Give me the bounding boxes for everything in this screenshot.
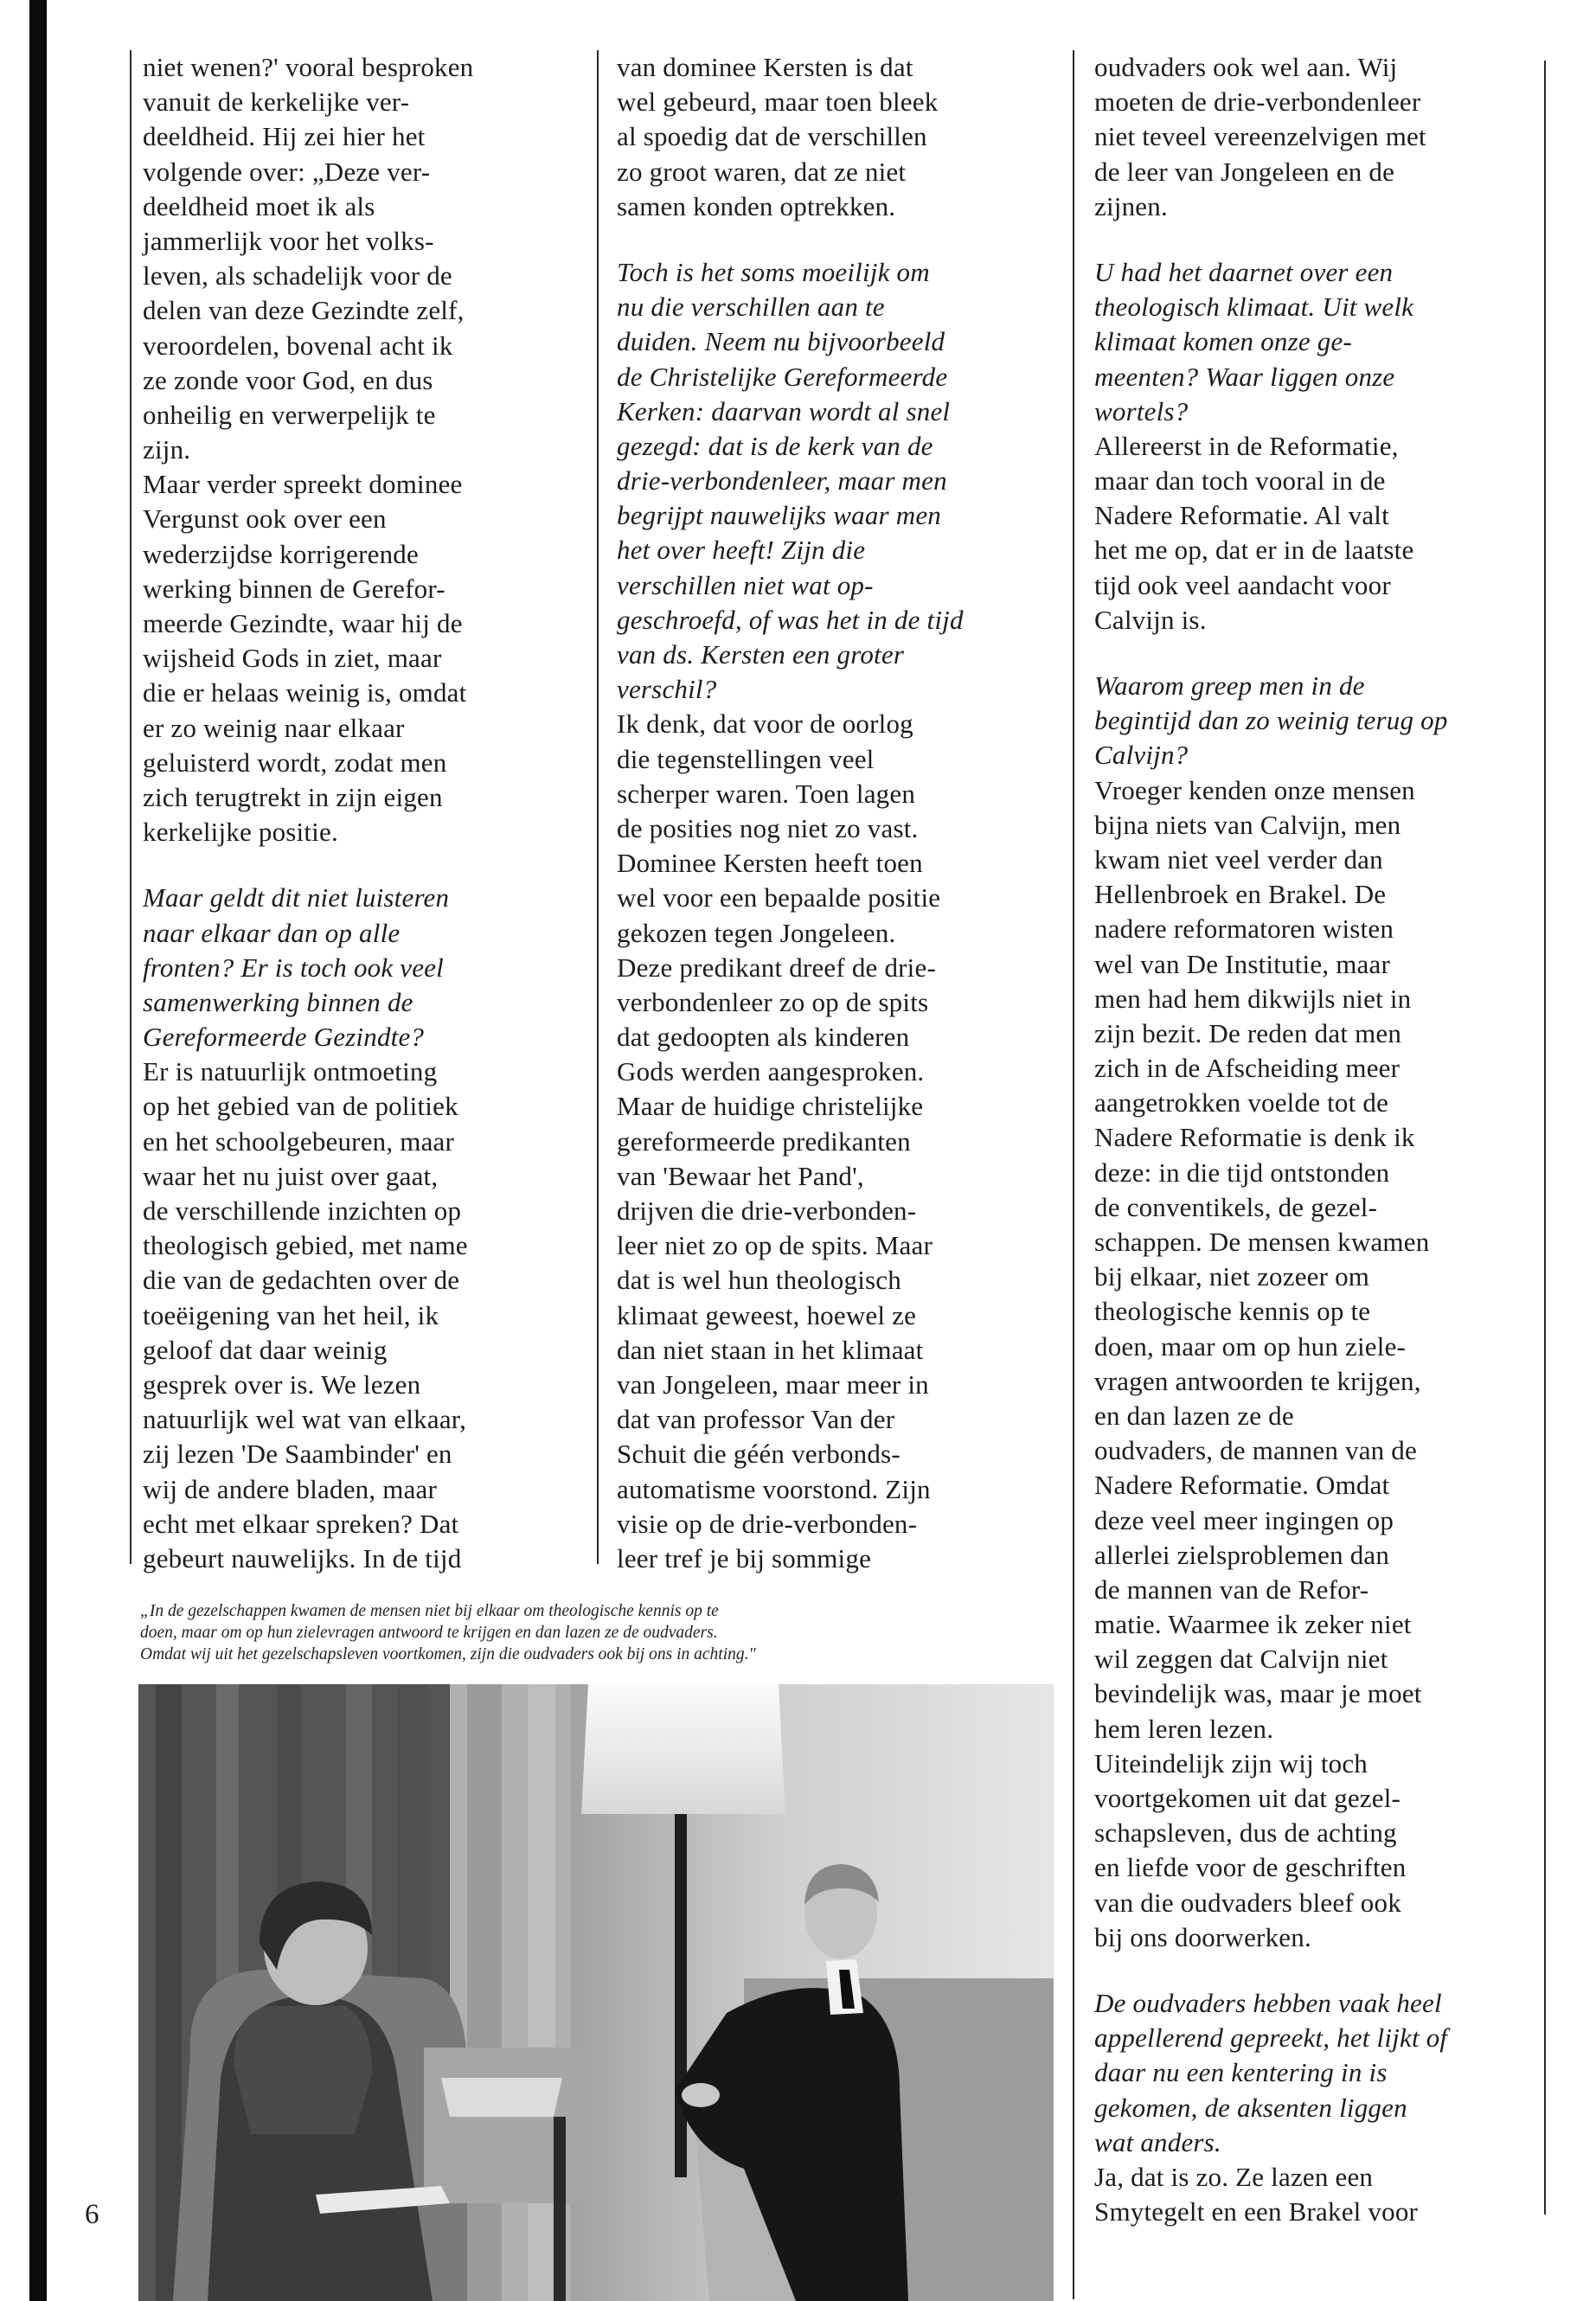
answer-line: wij de andere bladen, maar: [143, 1473, 438, 1504]
answer-line: deze: in die tijd ontstonden: [1094, 1157, 1390, 1188]
question-line: gekomen, de aksenten liggen: [1094, 2092, 1407, 2123]
answer-line: matie. Waarmee ik zeker niet: [1094, 1609, 1412, 1640]
answer-line: van dominee Kersten is dat: [617, 52, 913, 82]
answer-line: Allereerst in de Reformatie,: [1094, 430, 1399, 461]
answer-line: bij ons doorwerken.: [1094, 1921, 1311, 1952]
answer-line: wil zeggen dat Calvijn niet: [1094, 1644, 1388, 1675]
question-line: nu die verschillen aan te: [617, 292, 885, 323]
answer-line: Ik denk, dat voor de oorlog: [617, 708, 913, 740]
question-line: daar nu een kentering in is: [1094, 2057, 1388, 2088]
question-line: van ds. Kersten een groter: [617, 639, 905, 670]
answer-line: geluisterd wordt, zodat men: [143, 747, 447, 778]
answer-line: voortgekomen uit dat gezel-: [1094, 1783, 1401, 1813]
answer-line: Vergunst ook over een: [143, 503, 387, 535]
answer-line: vragen antwoorden te krijgen,: [1094, 1365, 1421, 1396]
photo-caption: [140, 1600, 1048, 1665]
answer-line: zich in de Afscheiding meer: [1094, 1053, 1401, 1084]
question-line: naar elkaar dan op alle: [143, 917, 401, 948]
answer-line: de conventikels, de gezel-: [1094, 1191, 1378, 1222]
answer-line: automatisme voorstond. Zijn: [617, 1473, 931, 1504]
answer-line: Gods werden aangesproken.: [617, 1056, 925, 1087]
answer-line: Vroeger kenden onze mensen: [1094, 774, 1415, 805]
answer-line: jammerlijk voor het volks-: [143, 225, 434, 256]
answer-line: wel gebeurd, maar toen bleek: [617, 87, 939, 118]
answer-line: schapsleven, dus de achting: [1094, 1817, 1397, 1849]
answer-line: gekozen tegen Jongeleen.: [617, 917, 896, 948]
question-line: het over heeft! Zijn die: [617, 535, 866, 566]
question-line: Maar geldt dit niet luisteren: [143, 882, 450, 913]
answer-line: leven, als schadelijk voor de: [143, 260, 452, 292]
answer-line: scherper waren. Toen lagen: [617, 778, 916, 809]
answer-line: bevindelijk was, maar je moet: [1094, 1678, 1422, 1709]
text-column-1: [143, 50, 588, 1576]
question-line: samenwerking binnen de: [143, 986, 413, 1017]
answer-line: Nadere Reformatie. Al valt: [1094, 500, 1389, 531]
answer-line: men had hem dikwijls niet in: [1094, 983, 1412, 1014]
answer-line: oudvaders ook wel aan. Wij: [1094, 52, 1398, 82]
paragraph-gap: [1094, 1955, 1540, 1986]
answer-line: kerkelijke positie.: [143, 817, 338, 848]
answer-line: Ja, dat is zo. Ze lazen een: [1094, 2161, 1374, 2192]
question-line: verschil?: [617, 674, 717, 705]
answer-line: geloof dat daar weinig: [143, 1334, 388, 1365]
answer-line: dat van professor Van der: [617, 1404, 895, 1435]
question-line: theologisch klimaat. Uit welk: [1094, 292, 1414, 323]
paragraph-gap: [143, 849, 588, 881]
answer-line: deeldheid. Hij zei hier het: [143, 121, 426, 152]
column-rule-1: [130, 50, 131, 1564]
answer-line: die tegenstellingen veel: [617, 743, 875, 774]
answer-line: Er is natuurlijk ontmoeting: [143, 1056, 438, 1087]
answer-line: wel van De Institutie, maar: [1094, 948, 1390, 979]
question-line: Gereformeerde Gezindte?: [143, 1022, 425, 1053]
answer-line: leer tref je bij sommige: [617, 1542, 872, 1574]
answer-line: Hellenbroek en Brakel. De: [1094, 879, 1387, 910]
answer-line: vanuit de kerkelijke ver-: [143, 87, 410, 118]
answer-line: Nadere Reformatie is denk ik: [1094, 1122, 1415, 1153]
question-line: drie-verbondenleer, maar men: [617, 465, 947, 497]
answer-line: dat gedoopten als kinderen: [617, 1022, 910, 1053]
answer-line: Maar de huidige christelijke: [617, 1091, 924, 1122]
question-line: begrijpt nauwelijks waar men: [617, 500, 941, 531]
answer-line: oudvaders, de mannen van de: [1094, 1435, 1417, 1466]
answer-line: zo groot waren, dat ze niet: [617, 156, 907, 187]
answer-line: visie op de drie-verbonden-: [617, 1508, 918, 1539]
question-line: De oudvaders hebben vaak heel: [1094, 1987, 1442, 2018]
answer-line: de posities nog niet zo vast.: [617, 812, 919, 843]
answer-line: al spoedig dat de verschillen: [617, 121, 927, 152]
answer-line: het me op, dat er in de laatste: [1094, 535, 1414, 566]
answer-line: van Jongeleen, maar meer in: [617, 1368, 929, 1400]
answer-line: echt met elkaar spreken? Dat: [143, 1508, 459, 1539]
answer-line: Dominee Kersten heeft toen: [617, 848, 923, 879]
answer-line: zijn bezit. De reden dat men: [1094, 1017, 1402, 1048]
answer-line: delen van deze Gezindte zelf,: [143, 295, 465, 326]
answer-line: werking binnen de Gerefor-: [143, 573, 445, 604]
question-line: duiden. Neem nu bijvoorbeeld: [617, 326, 945, 357]
answer-line: Nadere Reformatie. Omdat: [1094, 1470, 1390, 1501]
question-line: geschroefd, of was het in de tijd: [617, 604, 964, 635]
question-line: U had het daarnet over een: [1094, 256, 1394, 287]
answer-line: kwam niet veel verder dan: [1094, 843, 1383, 875]
answer-line: en het schoolgebeuren, maar: [143, 1125, 455, 1157]
answer-line: bij elkaar, niet zozeer om: [1094, 1261, 1370, 1292]
answer-line: de verschillende inzichten op: [143, 1195, 462, 1226]
text-column-2: [617, 50, 1062, 1576]
answer-line: hem leren lezen.: [1094, 1713, 1274, 1744]
paragraph-gap: [1094, 638, 1540, 669]
answer-line: deeldheid moet ik als: [143, 190, 375, 221]
question-line: gezegd: dat is de kerk van de: [617, 430, 933, 461]
answer-line: leer niet zo op de spits. Maar: [617, 1230, 933, 1261]
question-line: wat anders.: [1094, 2126, 1221, 2157]
answer-line: toeëigening van het heil, ik: [143, 1299, 439, 1330]
answer-line: wel voor een bepaalde positie: [617, 882, 941, 913]
answer-line: gesprek over is. We lezen: [143, 1368, 421, 1400]
answer-line: waar het nu juist over gaat,: [143, 1160, 439, 1191]
page-number: 6: [85, 2199, 99, 2230]
answer-line: allerlei zielsproblemen dan: [1094, 1539, 1390, 1570]
question-line: fronten? Er is toch ook veel: [143, 952, 444, 983]
answer-line: gebeurt nauwelijks. In de tijd: [143, 1542, 462, 1574]
answer-line: Uiteindelijk zijn wij toch: [1094, 1747, 1368, 1779]
answer-line: nadere reformatoren wisten: [1094, 913, 1394, 945]
answer-line: verbondenleer zo op de spits: [617, 986, 929, 1017]
question-line: Toch is het soms moeilijk om: [617, 256, 930, 287]
answer-line: meerde Gezindte, waar hij de: [143, 608, 463, 638]
answer-line: van die oudvaders bleef ook: [1094, 1887, 1401, 1918]
answer-line: onheilig en verwerpelijk te: [143, 399, 436, 430]
answer-line: en liefde voor de geschriften: [1094, 1852, 1407, 1883]
answer-line: die er helaas weinig is, omdat: [143, 677, 467, 708]
answer-line: zij lezen 'De Saambinder' en: [143, 1439, 452, 1470]
answer-line: de mannen van de Refor-: [1094, 1574, 1369, 1605]
answer-line: er zo weinig naar elkaar: [143, 712, 405, 743]
answer-line: natuurlijk wel wat van elkaar,: [143, 1404, 467, 1435]
answer-line: wederzijdse korrigerende: [143, 538, 419, 569]
answer-line: Deze predikant dreef de drie-: [617, 952, 936, 983]
caption-line: „In de gezelschappen kwamen de mensen niet bij elkaar om theologische kennis op te: [140, 1602, 719, 1620]
column-rule-4: [1544, 61, 1546, 2214]
question-line: wortels?: [1094, 395, 1189, 426]
question-line: begintijd dan zo weinig terug op: [1094, 705, 1448, 736]
question-line: Calvijn?: [1094, 740, 1189, 771]
answer-line: veroordelen, bovenal acht ik: [143, 330, 453, 361]
answer-line: dan niet staan in het klimaat: [617, 1334, 924, 1365]
answer-line: dat is wel hun theologisch: [617, 1265, 901, 1296]
caption-line: doen, maar om op hun zielevragen antwoord te krijgen en dan lazen ze de oudvaders.: [140, 1624, 718, 1642]
question-line: appellerend gepreekt, het lijkt of: [1094, 2022, 1448, 2054]
answer-line: volgende over: „Deze ver-: [143, 156, 431, 187]
question-line: Kerken: daarvan wordt al snel: [617, 395, 951, 426]
answer-line: deze veel meer ingingen op: [1094, 1504, 1394, 1535]
answer-line: wijsheid Gods in ziet, maar: [143, 643, 442, 674]
answer-line: zijnen.: [1094, 190, 1168, 221]
answer-line: en dan lazen ze de: [1094, 1400, 1294, 1431]
answer-line: bijna niets van Calvijn, men: [1094, 809, 1401, 840]
answer-line: zich terugtrekt in zijn eigen: [143, 781, 443, 812]
question-line: meenten? Waar liggen onze: [1094, 361, 1395, 392]
text-column-3: [1094, 50, 1540, 2229]
question-line: de Christelijke Gereformeerde: [617, 361, 948, 392]
answer-line: Schuit die géén verbonds-: [617, 1439, 901, 1470]
question-line: klimaat komen onze ge-: [1094, 326, 1352, 357]
answer-line: van 'Bewaar het Pand',: [617, 1160, 864, 1191]
page-edge-bar: [29, 0, 47, 2301]
answer-line: aangetrokken voelde tot de: [1094, 1087, 1389, 1118]
answer-line: ze zonde voor God, en dus: [143, 364, 433, 395]
paragraph-gap: [617, 224, 1062, 255]
answer-line: maar dan toch vooral in de: [1094, 465, 1386, 497]
answer-line: de leer van Jongeleen en de: [1094, 156, 1395, 187]
caption-line: Omdat wij uit het gezelschapsleven voortkomen, zijn die oudvaders ook bij ons in achting.": [140, 1645, 756, 1663]
column-rule-3: [1073, 50, 1074, 2299]
answer-line: klimaat geweest, hoewel ze: [617, 1299, 917, 1330]
answer-line: drijven die drie-verbonden-: [617, 1195, 917, 1226]
answer-line: niet teveel vereenzelvigen met: [1094, 121, 1426, 152]
answer-line: Calvijn is.: [1094, 604, 1207, 635]
answer-line: op het gebied van de politiek: [143, 1091, 458, 1122]
question-line: verschillen niet wat op-: [617, 569, 874, 600]
answer-line: moeten de drie-verbondenleer: [1094, 87, 1421, 118]
answer-line: Maar verder spreekt dominee: [143, 469, 463, 500]
answer-line: theologische kennis op te: [1094, 1296, 1371, 1327]
answer-line: tijd ook veel aandacht voor: [1094, 569, 1391, 600]
paragraph-gap: [1094, 224, 1540, 255]
answer-line: Smytegelt en een Brakel voor: [1094, 2196, 1419, 2227]
interview-photo: [138, 1684, 1054, 2301]
answer-line: schappen. De mensen kwamen: [1094, 1227, 1430, 1257]
answer-line: theologisch gebied, met name: [143, 1230, 468, 1261]
question-line: Waarom greep men in de: [1094, 670, 1365, 701]
answer-line: gereformeerde predikanten: [617, 1125, 911, 1157]
answer-line: doen, maar om op hun ziele-: [1094, 1330, 1407, 1362]
answer-line: samen konden optrekken.: [617, 190, 896, 221]
answer-line: niet wenen?' vooral besproken: [143, 52, 474, 82]
column-rule-2: [597, 50, 599, 1564]
answer-line: die van de gedachten over de: [143, 1265, 460, 1296]
answer-line: zijn.: [143, 434, 191, 465]
